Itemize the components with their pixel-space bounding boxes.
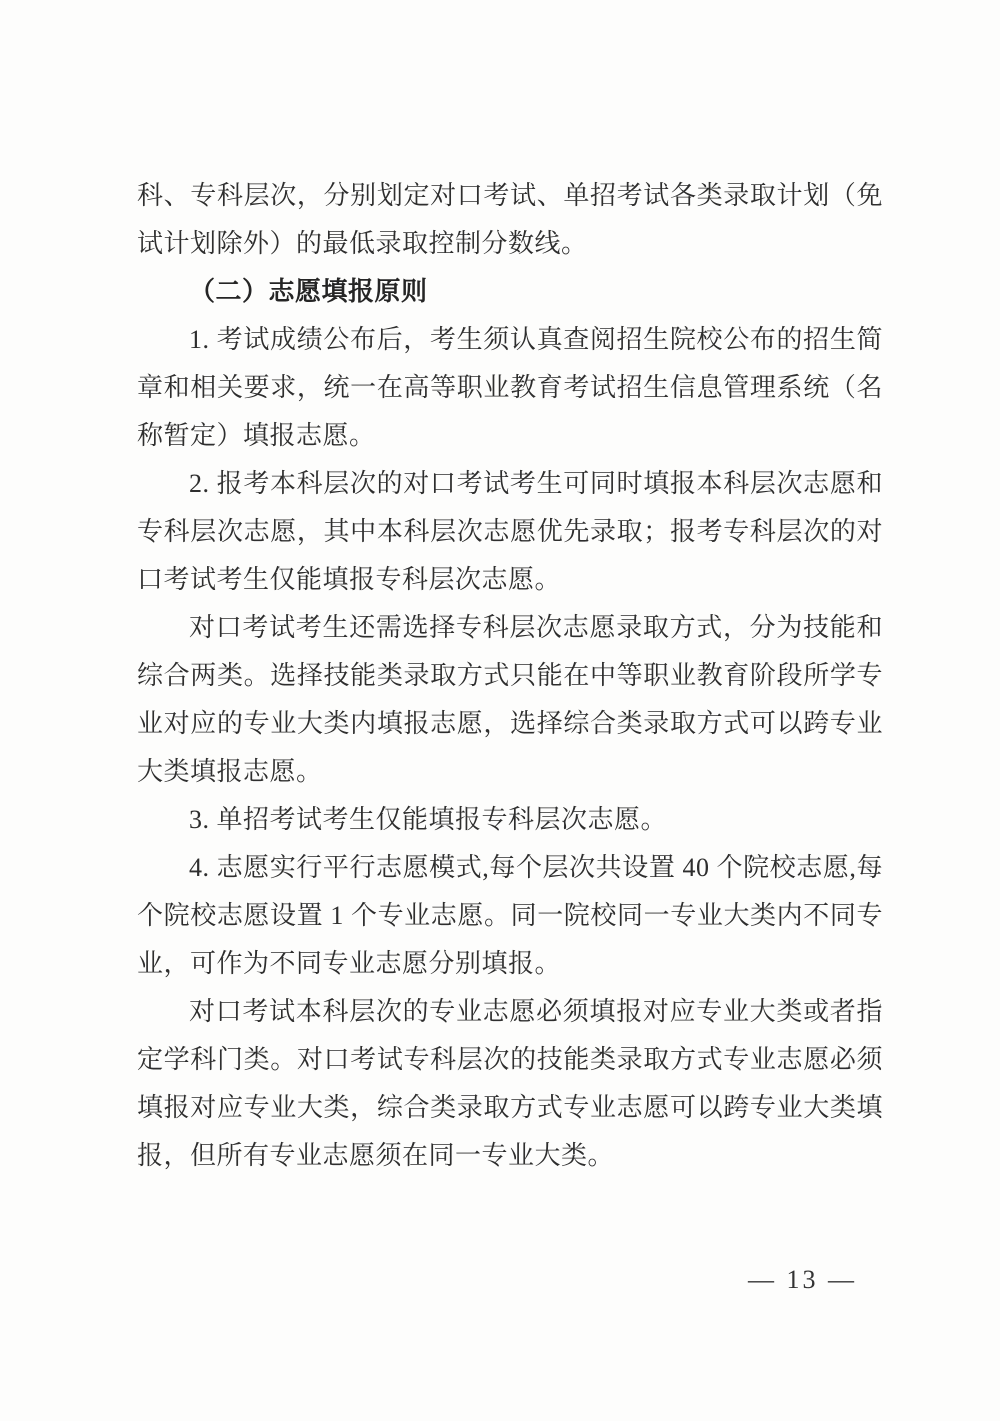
paragraph-item-2-note: 对口考试考生还需选择专科层次志愿录取方式，分为技能和综合两类。选择技能类录取方式只能在中等职业教育阶段所学专业对应的专业大类内填报志愿，选择综合类录取方式可以跨专业大类填报志愿。 xyxy=(137,613,883,786)
document-body xyxy=(137,172,883,1180)
paragraph-continuation: 科、专科层次，分别划定对口考试、单招考试各类录取计划（免试计划除外）的最低录取控制分数线。 xyxy=(137,181,883,258)
paragraph-item-2: 2. 报考本科层次的对口考试考生可同时填报本科层次志愿和专科层次志愿，其中本科层次志愿优先录取；报考专科层次的对口考试考生仅能填报专科层次志愿。 xyxy=(137,469,883,594)
page-number: — 13 — xyxy=(748,1265,857,1294)
section-heading: （二）志愿填报原则 xyxy=(189,277,428,306)
paragraph-item-1: 1. 考试成绩公布后，考生须认真查阅招生院校公布的招生简章和相关要求，统一在高等职业教育考试招生信息管理系统（名称暂定）填报志愿。 xyxy=(137,325,883,450)
paragraph-item-4: 4. 志愿实行平行志愿模式,每个层次共设置 40 个院校志愿,每个院校志愿设置 1 个专业志愿。同一院校同一专业大类内不同专业，可作为不同专业志愿分别填报。 xyxy=(137,853,883,978)
paragraph-item-3: 3. 单招考试考生仅能填报专科层次志愿。 xyxy=(189,805,668,834)
paragraph-item-4-note: 对口考试本科层次的专业志愿必须填报对应专业大类或者指定学科门类。对口考试专科层次的技能类录取方式专业志愿必须填报对应专业大类，综合类录取方式专业志愿可以跨专业大类填报，但所有专业志愿须在同一专业大类。 xyxy=(137,997,883,1170)
